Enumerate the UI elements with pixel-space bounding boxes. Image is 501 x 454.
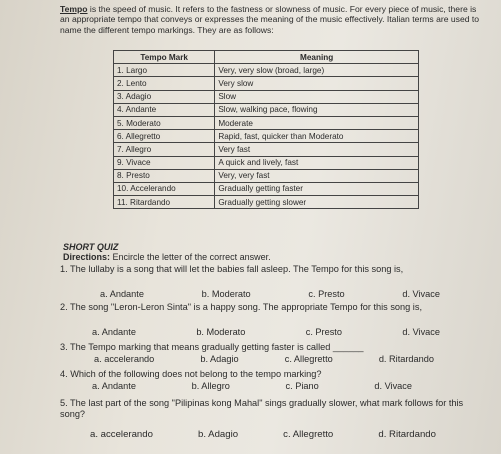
- table-row: [114, 90, 419, 103]
- table-row: [114, 182, 419, 195]
- column-header-tempo-mark: Tempo Mark: [114, 51, 215, 64]
- tempo-mark-cell: 7. Allegro: [114, 143, 215, 156]
- meaning-cell: Very fast: [215, 143, 419, 156]
- question-5-options: [90, 429, 436, 440]
- tempo-mark-cell: 2. Lento: [114, 77, 215, 90]
- option-b[interactable]: b. Moderato: [201, 289, 251, 299]
- question-4-options: [92, 381, 412, 391]
- tempo-mark-cell: 6. Allegretto: [114, 130, 215, 143]
- tempo-mark-cell: 8. Presto: [114, 169, 215, 182]
- meaning-cell: Rapid, fast, quicker than Moderato: [215, 130, 419, 143]
- meaning-cell: Very, very slow (broad, large): [215, 64, 419, 77]
- question-2: 2. The song "Leron-Leron Sinta" is a happy song. The appropriate Tempo for this song is,: [60, 302, 422, 312]
- table-row: [114, 116, 419, 129]
- table-row: [114, 64, 419, 77]
- option-c[interactable]: c. Presto: [308, 289, 345, 299]
- meaning-cell: Very, very fast: [215, 169, 419, 182]
- option-d[interactable]: d. Vivace: [402, 289, 440, 299]
- quiz-title: SHORT QUIZ: [63, 242, 119, 252]
- option-b[interactable]: b. Adagio: [198, 429, 239, 440]
- tempo-mark-cell: 10. Accelerando: [114, 182, 215, 195]
- tempo-mark-cell: 3. Adagio: [114, 90, 215, 103]
- meaning-cell: A quick and lively, fast: [215, 156, 419, 169]
- meaning-cell: Gradually getting faster: [215, 182, 419, 195]
- tempo-mark-cell: 5. Moderato: [114, 116, 215, 129]
- question-2-options: [92, 327, 440, 337]
- table-row: [114, 130, 419, 143]
- question-1: 1. The lullaby is a song that will let the babies fall asleep. The Tempo for this song is,: [60, 264, 404, 274]
- option-d[interactable]: d. Ritardando: [378, 429, 436, 440]
- table-row: [114, 103, 419, 116]
- option-b[interactable]: b. Allegro: [191, 381, 230, 391]
- meaning-cell: Slow, walking pace, flowing: [215, 103, 419, 116]
- option-d[interactable]: d. Vivace: [374, 381, 412, 391]
- option-c[interactable]: c. Piano: [285, 381, 319, 391]
- table-row: [114, 143, 419, 156]
- tempo-term: Tempo: [60, 4, 88, 14]
- question-1-options: [100, 289, 440, 299]
- directions-label: Directions:: [63, 252, 111, 262]
- tempo-table: [113, 50, 419, 209]
- option-a[interactable]: a. accelerando: [90, 429, 153, 440]
- table-row: [114, 196, 419, 209]
- tempo-mark-cell: 1. Largo: [114, 64, 215, 77]
- option-d[interactable]: d. Vivace: [402, 327, 440, 337]
- table-row: [114, 156, 419, 169]
- tempo-mark-cell: 4. Andante: [114, 103, 215, 116]
- option-a[interactable]: a. Andante: [92, 327, 136, 337]
- table-row: [114, 169, 419, 182]
- option-a[interactable]: a. Andante: [92, 381, 136, 391]
- option-c[interactable]: c. Presto: [305, 327, 342, 337]
- intro-paragraph: [60, 4, 480, 35]
- meaning-cell: Moderate: [215, 116, 419, 129]
- table-header-row: [114, 51, 419, 64]
- question-5: 5. The last part of the song "Pilipinas kong Mahal" sings gradually slower, what mark follows for this song?: [60, 398, 464, 419]
- option-b[interactable]: b. Moderato: [196, 327, 246, 337]
- meaning-cell: Very slow: [215, 77, 419, 90]
- question-3: 3. The Tempo marking that means gradually getting faster is called ______: [60, 342, 364, 352]
- tempo-mark-cell: 9. Vivace: [114, 156, 215, 169]
- option-a[interactable]: a. accelerando: [94, 354, 155, 364]
- meaning-cell: Slow: [215, 90, 419, 103]
- option-d[interactable]: d. Ritardando: [378, 354, 434, 364]
- intro-text: is the speed of music. It refers to the fastness or slowness of music. For every piece of music, there is an appropriate tempo that conveys or expresses the meaning of the music effectively. Italian terms are used to name the different tempo markings. They are as follows:: [60, 4, 480, 35]
- option-b[interactable]: b. Adagio: [200, 354, 239, 364]
- quiz-directions: [63, 252, 271, 262]
- option-a[interactable]: a. Andante: [100, 289, 144, 299]
- option-c[interactable]: c. Allegretto: [284, 354, 333, 364]
- option-c[interactable]: c. Allegretto: [283, 429, 334, 440]
- question-3-options: [94, 354, 434, 364]
- column-header-meaning: Meaning: [215, 51, 419, 64]
- table-row: [114, 77, 419, 90]
- question-4: 4. Which of the following does not belong to the tempo marking?: [60, 369, 322, 379]
- meaning-cell: Gradually getting slower: [215, 196, 419, 209]
- directions-text: Encircle the letter of the correct answer.: [112, 252, 271, 262]
- tempo-mark-cell: 11. Ritardando: [114, 196, 215, 209]
